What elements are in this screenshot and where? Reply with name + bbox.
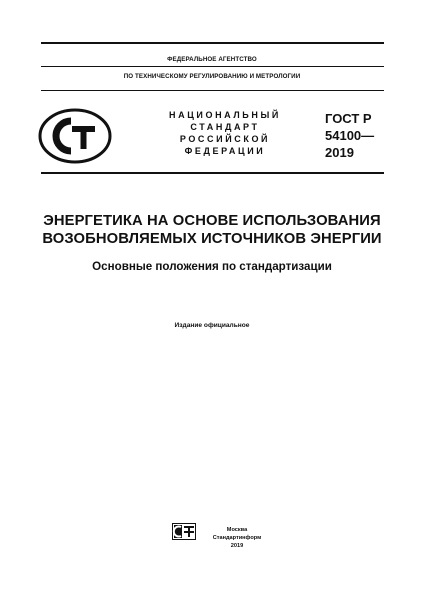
- gost-r-logo-icon: [37, 107, 113, 165]
- agency-divider: [41, 66, 384, 67]
- publisher-name: Стандартинформ: [212, 535, 262, 541]
- gost-designation: [325, 110, 374, 161]
- national-line-2: СТАНДАРТ: [190, 122, 260, 132]
- gost-number: 54100—: [325, 128, 375, 143]
- standard-divider: [41, 172, 384, 174]
- national-line-1: НАЦИОНАЛЬНЫЙ: [169, 110, 281, 120]
- agency-line-1: ФЕДЕРАЛЬНОЕ АГЕНТСТВО: [167, 56, 257, 63]
- top-rule: [41, 42, 384, 44]
- national-line-4: ФЕДЕРАЦИИ: [184, 146, 266, 156]
- agency-line-2: ПО ТЕХНИЧЕСКОМУ РЕГУЛИРОВАНИЮ И МЕТРОЛОГИИ: [123, 73, 301, 80]
- publisher-year: 2019: [230, 543, 244, 549]
- national-line-3: РОССИЙСКОЙ: [179, 134, 271, 144]
- publisher-city: Москва: [226, 527, 248, 533]
- gost-year: 2019: [325, 145, 354, 160]
- edition-label: Издание официальное: [174, 322, 250, 329]
- document-subtitle: Основные положения по стандартизации: [92, 260, 332, 273]
- document-title-line-1: ЭНЕРГЕТИКА НА ОСНОВЕ ИСПОЛЬЗОВАНИЯ: [43, 213, 381, 229]
- publisher-block: [188, 526, 286, 550]
- header-divider: [41, 90, 384, 91]
- document-title-line-2: ВОЗОБНОВЛЯЕМЫХ ИСТОЧНИКОВ ЭНЕРГИИ: [42, 231, 382, 247]
- gost-label: ГОСТ Р: [325, 111, 372, 126]
